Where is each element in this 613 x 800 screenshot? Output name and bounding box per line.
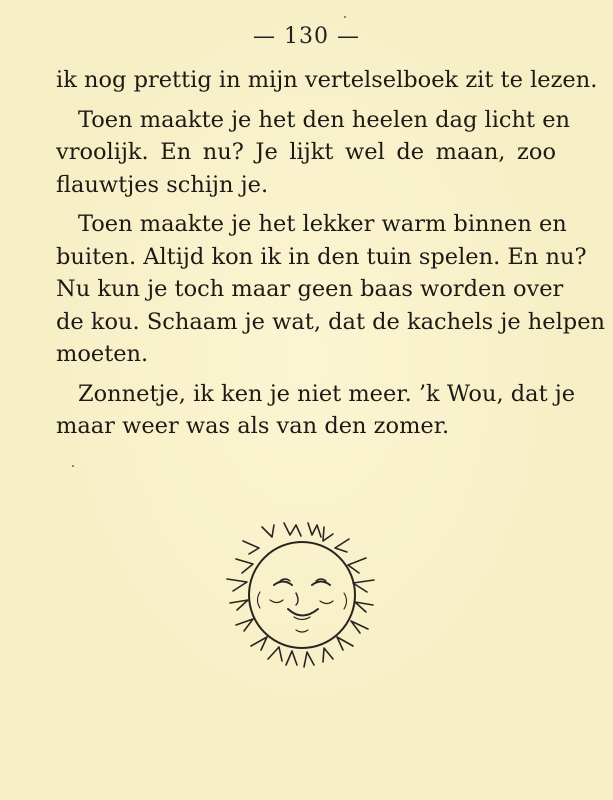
text-line: vroolijk. En nu? Je lijkt wel de maan, zoo xyxy=(56,139,556,165)
paragraph-4 xyxy=(56,378,576,443)
paragraph-3 xyxy=(56,208,606,371)
paragraph-2 xyxy=(56,104,571,202)
text-line: ik nog prettig in mijn vertelselboek zit te lezen. xyxy=(56,67,598,93)
text-line: Toen maakte je het lekker warm binnen en xyxy=(78,211,567,237)
text-line: Nu kun je toch maar geen baas worden over xyxy=(56,276,564,302)
text-line: Toen maakte je het den heelen dag licht en xyxy=(78,106,571,133)
sun-illustration xyxy=(212,505,392,685)
text-line: buiten. Altijd kon ik in den tuin spelen. En nu? xyxy=(56,243,587,270)
page-number: — 130 — xyxy=(253,24,360,49)
text-line: de kou. Schaam je wat, dat de kachels je helpen xyxy=(56,308,606,335)
text-line: flauwtjes schijn je. xyxy=(56,171,269,198)
body-text xyxy=(56,64,606,450)
text-line: Zonnetje, ik ken je niet meer. ’k Wou, dat je xyxy=(78,380,576,407)
paper-speck xyxy=(344,16,346,18)
paper-speck xyxy=(72,465,74,467)
text-line: maar weer was als van den zomer. xyxy=(56,413,450,439)
text-line: moeten. xyxy=(56,341,149,367)
paragraph-1 xyxy=(56,64,598,97)
